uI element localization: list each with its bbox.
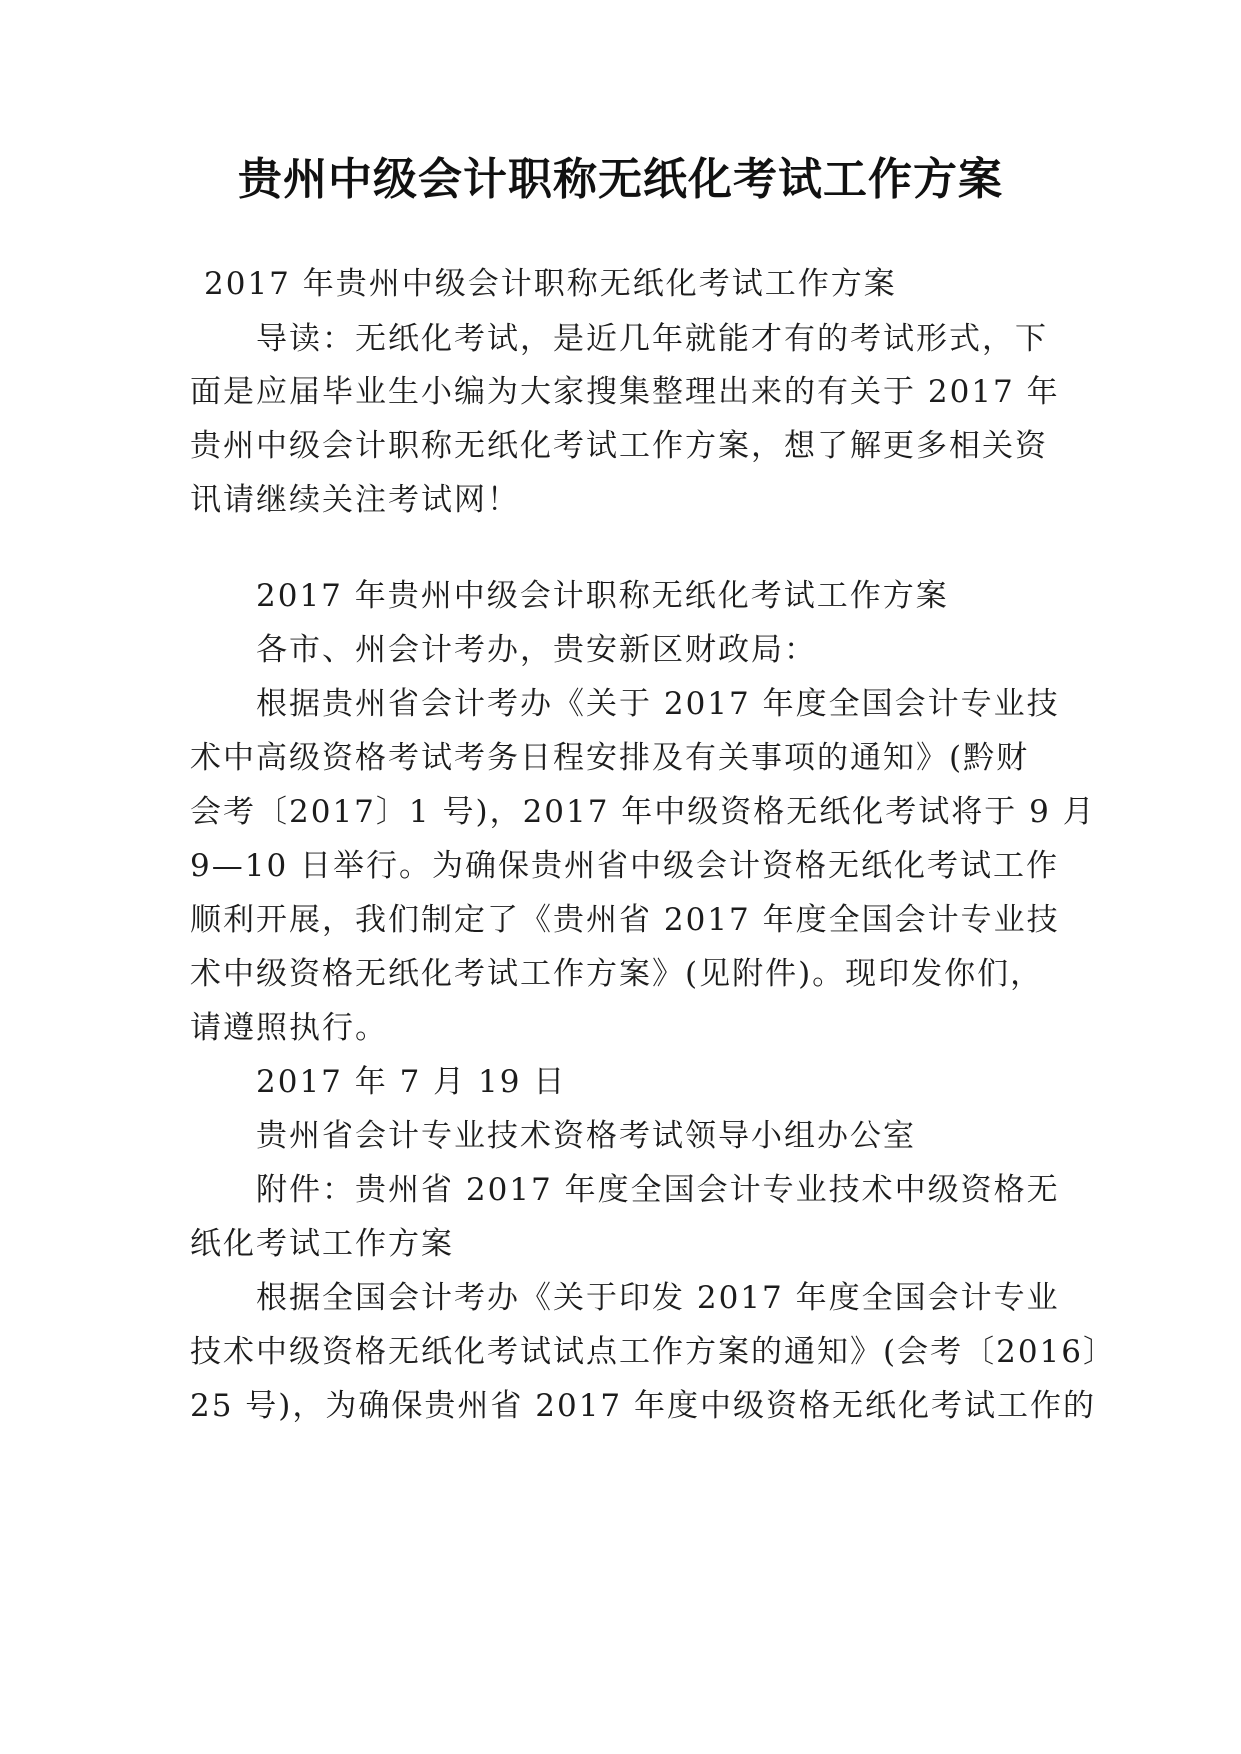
body-line: 请遵照执行。 <box>190 1010 388 1046</box>
body-line: 术中级资格无纸化考试工作方案》(见附件)。现印发你们， <box>190 956 1044 992</box>
intro-line: 面是应届毕业生小编为大家搜集整理出来的有关于 2017 年 <box>190 374 1060 410</box>
body-line: 25 号)，为确保贵州省 2017 年度中级资格无纸化考试工作的 <box>190 1388 1096 1424</box>
date-line: 2017 年 7 月 19 日 <box>256 1064 567 1100</box>
body-line: 顺利开展，我们制定了《贵州省 2017 年度全国会计专业技 <box>190 902 1060 938</box>
addressee-line: 各市、州会计考办，贵安新区财政局： <box>256 632 817 668</box>
body-line: 术中高级资格考试考务日程安排及有关事项的通知》(黔财 <box>190 740 1030 776</box>
issuer-line: 贵州省会计专业技术资格考试领导小组办公室 <box>256 1118 916 1154</box>
body-line: 9—10 日举行。为确保贵州省中级会计资格无纸化考试工作 <box>190 848 1060 884</box>
body-line: 会考〔2017〕1 号)，2017 年中级资格无纸化考试将于 9 月 <box>190 794 1096 830</box>
notice-title-line: 2017 年贵州中级会计职称无纸化考试工作方案 <box>256 578 949 614</box>
intro-line: 导读：无纸化考试，是近几年就能才有的考试形式，下 <box>256 321 1048 357</box>
document-title: 贵州中级会计职称无纸化考试工作方案 <box>238 154 1003 205</box>
body-line: 根据贵州省会计考办《关于 2017 年度全国会计专业技 <box>256 686 1060 722</box>
subtitle-line: 2017 年贵州中级会计职称无纸化考试工作方案 <box>204 266 897 302</box>
body-line: 技术中级资格无纸化考试试点工作方案的通知》(会考〔2016〕 <box>190 1334 1116 1370</box>
attachment-line: 纸化考试工作方案 <box>190 1226 454 1262</box>
intro-line: 讯请继续关注考试网！ <box>190 482 520 518</box>
intro-line: 贵州中级会计职称无纸化考试工作方案，想了解更多相关资 <box>190 428 1048 464</box>
attachment-line: 附件：贵州省 2017 年度全国会计专业技术中级资格无 <box>256 1172 1060 1208</box>
body-line: 根据全国会计考办《关于印发 2017 年度全国会计专业 <box>256 1280 1060 1316</box>
